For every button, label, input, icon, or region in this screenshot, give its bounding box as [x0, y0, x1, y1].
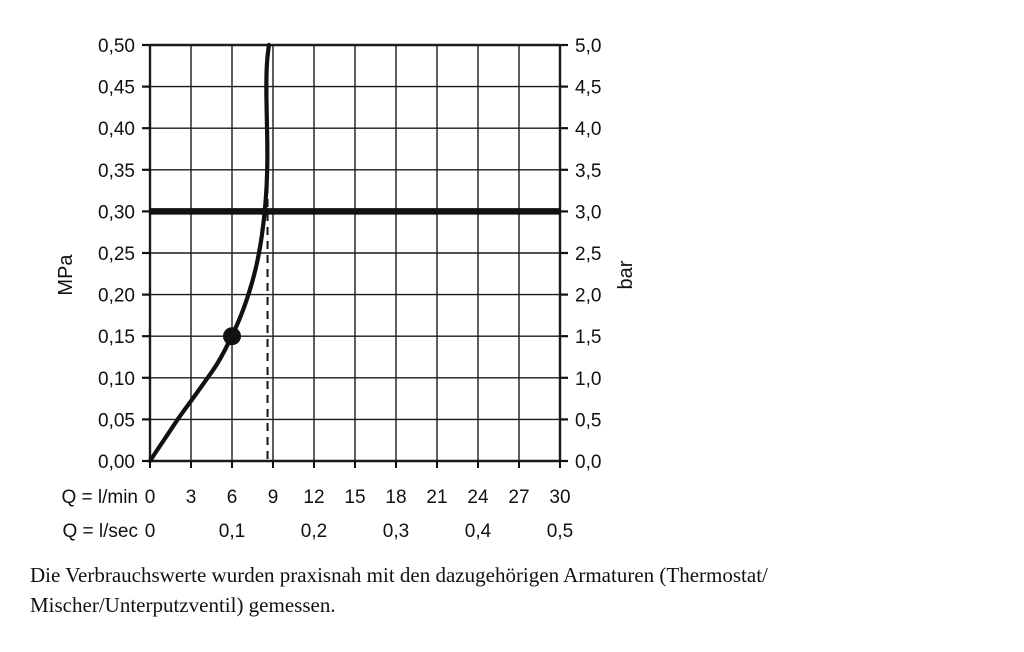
x-tick-label-lsec: 0,2	[300, 521, 328, 542]
y-axis-title	[52, 215, 92, 335]
y-tick-label: 0,10	[98, 368, 135, 390]
caption-line-1: Die Verbrauchswerte wurden praxisnah mit den dazugehörigen Armaturen (Thermostat/	[30, 563, 768, 587]
curve-marker-point	[223, 327, 241, 345]
chart-caption	[30, 560, 990, 621]
y2-tick-label: 4,5	[575, 77, 602, 99]
x-tick-label-lmin: 0	[144, 487, 156, 508]
x-tick-label-lsec: 0,1	[218, 521, 246, 542]
y2-tick-label: 1,5	[575, 327, 602, 349]
y-tick-label: 0,45	[98, 77, 135, 99]
y2-tick-label: 2,5	[575, 244, 602, 265]
y-axis-title-text: MPa	[55, 254, 77, 296]
y-tick-label: 0,30	[98, 202, 135, 224]
caption-line-2: Mischer/Unterputzventil) gemessen.	[30, 593, 336, 618]
y2-tick-label: 0,5	[575, 410, 602, 432]
x-axis-row1-label: Q = l/min	[61, 487, 138, 508]
x-tick-label-lmin: 21	[426, 487, 448, 508]
x-tick-label-lsec: 0,3	[382, 521, 410, 542]
y-tick-label: 0,35	[98, 160, 135, 182]
y-tick-label: 0,20	[98, 285, 135, 307]
x-tick-label-lsec: 0	[144, 521, 156, 542]
y-tick-label: 0,00	[98, 452, 135, 473]
y-tick-label: 0,25	[98, 244, 135, 265]
y-tick-label: 0,05	[98, 410, 135, 432]
x-tick-label-lmin: 24	[467, 487, 489, 508]
y2-tick-label: 2,0	[575, 285, 602, 307]
y2-tick-label: 3,0	[575, 202, 602, 224]
x-tick-label-lmin: 3	[185, 487, 197, 508]
y2-axis-title-text: bar	[615, 260, 637, 290]
y2-tick-label: 3,5	[575, 160, 602, 182]
y-tick-label: 0,15	[98, 327, 135, 349]
y2-axis-title	[612, 215, 652, 335]
y2-tick-label: 4,0	[575, 119, 602, 141]
x-tick-label-lmin: 30	[549, 487, 571, 508]
x-tick-label-lmin: 18	[385, 487, 407, 508]
x-tick-label-lmin: 6	[226, 487, 238, 508]
y2-tick-label: 5,0	[575, 36, 602, 57]
y2-tick-label: 1,0	[575, 368, 602, 390]
x-tick-label-lmin: 12	[303, 487, 325, 508]
x-tick-label-lsec: 0,4	[464, 521, 492, 542]
x-axis-row2-label: Q = l/sec	[62, 521, 138, 542]
x-tick-label-lmin: 27	[508, 487, 530, 508]
y2-tick-label: 0,0	[575, 452, 602, 473]
y-tick-label: 0,50	[98, 36, 135, 57]
x-tick-label-lsec: 0,5	[546, 521, 574, 542]
x-tick-label-lmin: 9	[267, 487, 279, 508]
y-tick-label: 0,40	[98, 119, 135, 141]
x-tick-label-lmin: 15	[344, 487, 366, 508]
